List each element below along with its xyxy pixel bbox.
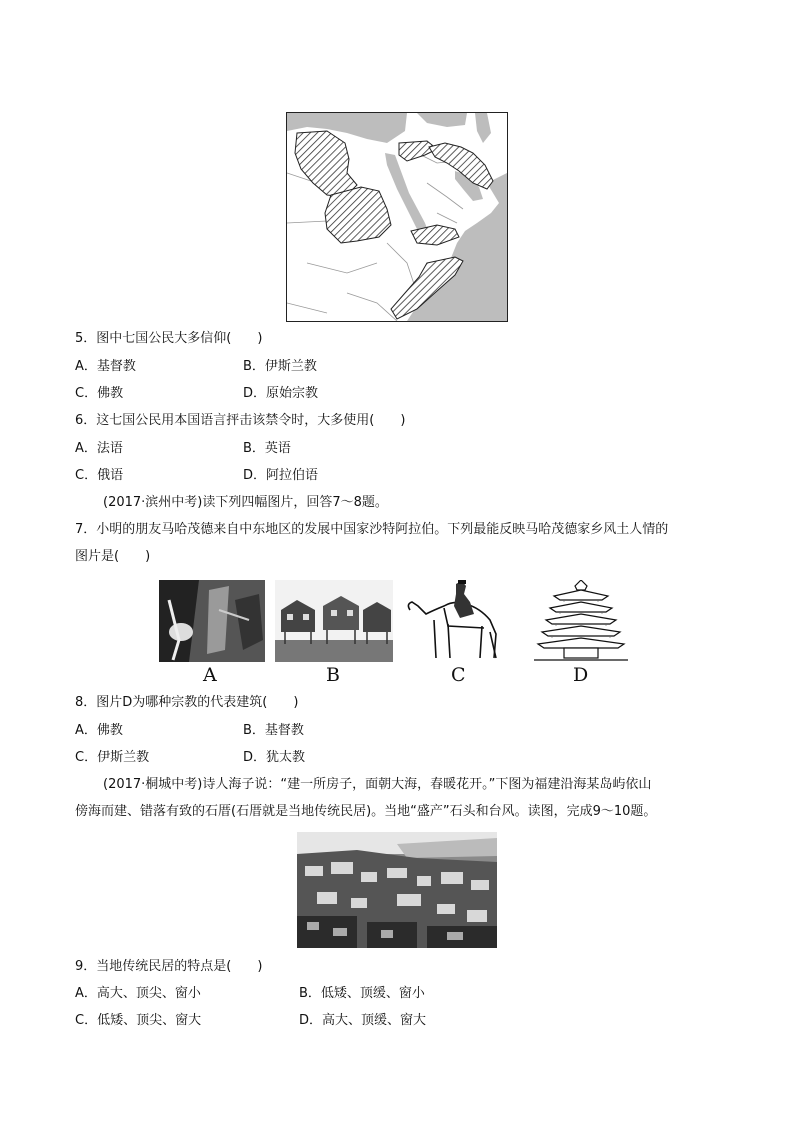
question-6-option-a[interactable]: A．法语 xyxy=(75,441,123,456)
picture-label-d: D xyxy=(573,664,589,686)
country-sudan xyxy=(325,187,391,243)
intro-questions-9-10-line2: 傍海而建、错落有致的石厝(石厝就是当地传统民居)。当地“盛产”石头和台风。读图，完成9～10题。 xyxy=(75,804,657,819)
picture-label-c: C xyxy=(451,664,466,686)
intro-questions-7-8: (2017·滨州中考)读下列四幅图片，回答7～8题。 xyxy=(103,495,388,510)
middle-east-africa-map xyxy=(286,112,508,322)
question-5-option-a[interactable]: A．基督教 xyxy=(75,359,136,374)
picture-label-b: B xyxy=(326,664,340,686)
question-6-option-c[interactable]: C．俄语 xyxy=(75,468,124,483)
question-6-option-d[interactable]: D．阿拉伯语 xyxy=(243,468,319,483)
picture-label-a: A xyxy=(203,664,217,686)
stone-houses-photo xyxy=(297,832,497,948)
picture-a-market xyxy=(159,580,265,662)
question-9-option-a[interactable]: A．高大、顶尖、窗小 xyxy=(75,986,201,1001)
picture-d-pagoda xyxy=(528,580,634,662)
question-7-stem-line2: 图片是( ) xyxy=(75,549,151,564)
question-8-option-d[interactable]: D．犹太教 xyxy=(243,750,306,765)
question-9-stem: 9．当地传统民居的特点是( ) xyxy=(75,959,263,974)
question-6-stem: 6．这七国公民用本国语言抨击该禁令时，大多使用( ) xyxy=(75,413,406,428)
question-8-option-b[interactable]: B．基督教 xyxy=(243,723,304,738)
question-9-option-b[interactable]: B．低矮、顶缓、窗小 xyxy=(299,986,425,1001)
question-5-stem: 5．图中七国公民大多信仰( ) xyxy=(75,331,263,346)
question-6-option-b[interactable]: B．英语 xyxy=(243,441,291,456)
question-5-option-b[interactable]: B．伊斯兰教 xyxy=(243,359,317,374)
map-image xyxy=(287,113,507,321)
question-8-stem: 8．图片D为哪种宗教的代表建筑( ) xyxy=(75,695,299,710)
question-5-option-d[interactable]: D．原始宗教 xyxy=(243,386,319,401)
question-7-stem-line1: 7．小明的朋友马哈茂德来自中东地区的发展中国家沙特阿拉伯。下列最能反映马哈茂德家乡风土人情的 xyxy=(75,522,669,537)
question-5-option-c[interactable]: C．佛教 xyxy=(75,386,124,401)
question-8-option-a[interactable]: A．佛教 xyxy=(75,723,123,738)
picture-b-stilt-houses xyxy=(275,580,393,662)
intro-questions-9-10-line1: (2017·桐城中考)诗人海子说：“建一所房子，面朝大海，春暖花开。”下图为福建沿海某岛屿依山 xyxy=(103,777,652,792)
question-9-option-c[interactable]: C．低矮、顶尖、窗大 xyxy=(75,1013,202,1028)
picture-c-camel-rider xyxy=(404,580,506,662)
question-8-option-c[interactable]: C．伊斯兰教 xyxy=(75,750,150,765)
question-9-option-d[interactable]: D．高大、顶缓、窗大 xyxy=(299,1013,427,1028)
